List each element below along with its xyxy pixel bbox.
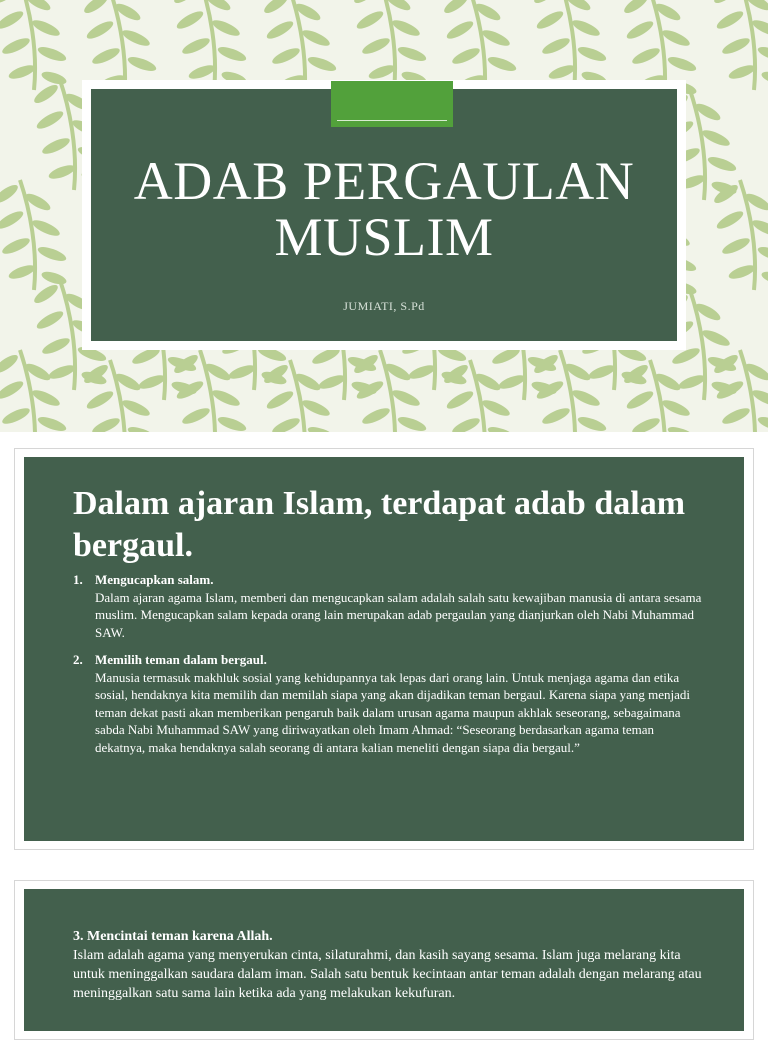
list-item-title: Mengucapkan salam.: [95, 572, 214, 587]
list-item-number: 2.: [73, 652, 83, 667]
content-panel: [24, 889, 744, 1031]
adab-list: [73, 571, 703, 766]
list-item-body: Manusia termasuk makhluk sosial yang kehidupannya tak lepas dari orang lain. Untuk menjaga agama dan etika sosial, hendaknya kita memilih dan memilah siapa yang akan dijadikan teman bergaul. Karena siapa yang menjadi teman dekat pasti akan memberikan pengaruh baik dalam urusan agama maupun akhlak seseorang, sebagaimana sabda Nabi Muhammad SAW yang diriwayatkan oleh Imam Ahmad: “Seseorang berdasarkan agama teman dekatnya, maka hendaknya salah seorang di antara kalian meneliti dengan siapa dia bergaul.”: [95, 669, 691, 755]
accent-tab: [331, 81, 453, 127]
point-body: Islam adalah agama yang menyerukan cinta, silaturahmi, dan kasih sayang sesama. Islam juga melarang kita untuk meninggalkan saudara dalam iman. Salah satu bentuk kecintaan antar teman adalah dengan melarang atau meninggalkan satu sama lain ketika ada yang melakukan kekufuran.: [73, 948, 702, 1001]
title-slide: [0, 0, 768, 432]
title-frame: [82, 80, 686, 350]
content-slide-3: [14, 880, 754, 1040]
list-item: [73, 651, 703, 756]
list-item-number: 1.: [73, 572, 83, 587]
slide-heading: Dalam ajaran Islam, terdapat adab dalam bergaul.: [73, 485, 686, 564]
content-panel: [24, 457, 744, 841]
point-title: 3. Mencintai teman karena Allah.: [73, 929, 273, 944]
content-slide-2: [14, 448, 754, 850]
list-item: [73, 571, 703, 641]
list-item-body: Dalam ajaran agama Islam, memberi dan mengucapkan salam adalah salah satu kewajiban manusia di antara sesama muslim. Mengucapkan salam kepada orang lain merupakan adab pergaulan yang dianjurkan oleh Nabi Muhammad SAW.: [95, 589, 702, 640]
list-item-title: Memilih teman dalam bergaul.: [95, 652, 267, 667]
title-panel: [91, 89, 677, 341]
slide-author: JUMIATI, S.Pd: [343, 299, 425, 313]
slide-text: [73, 927, 713, 1003]
slide-title: ADAB PERGAULAN MUSLIM: [133, 151, 635, 267]
